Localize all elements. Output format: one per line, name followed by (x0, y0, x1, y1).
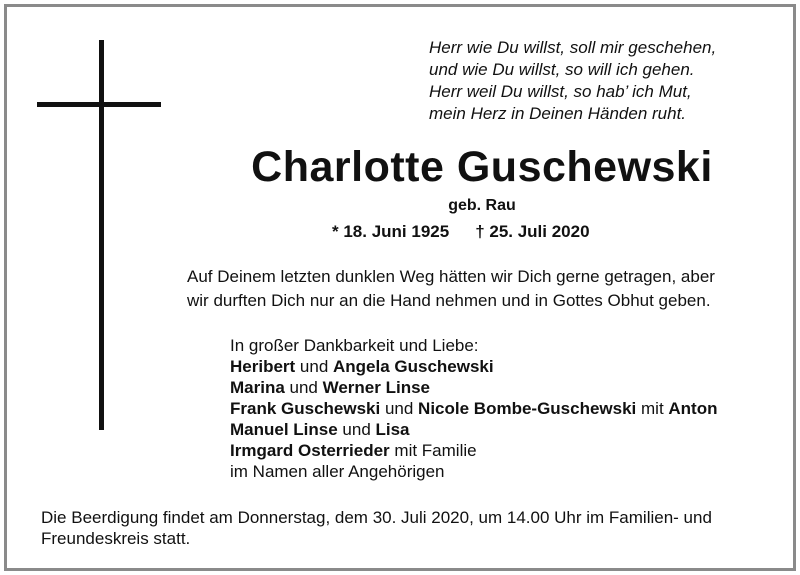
family-name: Irmgard Osterrieder (230, 441, 390, 460)
funeral-line: Freundeskreis statt. (41, 529, 191, 548)
family-name: Marina (230, 378, 285, 397)
family-name: Manuel Linse (230, 420, 338, 439)
quote-block (187, 265, 797, 313)
verse-line: Herr weil Du willst, so hab’ ich Mut, (429, 82, 692, 101)
cross-icon-bar (37, 102, 161, 107)
family-connector: und (284, 378, 323, 397)
family-line (230, 356, 790, 377)
quote-line: wir durften Dich nur an die Hand nehmen und in Gottes Obhut geben. (187, 291, 711, 310)
verse-block (429, 37, 779, 125)
family-name: Angela Guschewski (333, 357, 494, 376)
family-intro: In großer Dankbarkeit und Liebe: (230, 336, 479, 355)
quote-line: Auf Deinem letzten dunklen Weg hätten wir Dich gerne getragen, aber (187, 267, 715, 286)
family-name: Werner Linse (322, 378, 430, 397)
family-line (230, 440, 790, 461)
family-name: Nicole Bombe-Guschewski (418, 399, 637, 418)
family-connector: mit (636, 399, 669, 418)
funeral-line: Die Beerdigung findet am Donnerstag, dem 30. Juli 2020, um 14.00 Uhr im Familien- und (41, 508, 712, 527)
death-date: † 25. Juli 2020 (475, 222, 590, 241)
funeral-notice (41, 507, 791, 549)
cross-icon (99, 40, 104, 430)
verse-line: mein Herz in Deinen Händen ruht. (429, 104, 687, 123)
family-name: Lisa (375, 420, 410, 439)
birth-date: * 18. Juni 1925 (332, 222, 450, 241)
family-name: Heribert (230, 357, 296, 376)
obituary-frame (4, 4, 796, 571)
family-connector: mit Familie (389, 441, 477, 460)
family-connector: und (380, 399, 419, 418)
verse-line: Herr wie Du willst, soll mir geschehen, (429, 38, 717, 57)
family-closing: im Namen aller Angehörigen (230, 462, 445, 481)
family-line (230, 377, 790, 398)
family-block (230, 335, 790, 482)
verse-line: und wie Du willst, so will ich gehen. (429, 60, 695, 79)
family-line (230, 398, 790, 419)
family-name: Frank Guschewski (230, 399, 381, 418)
family-connector: und (295, 357, 333, 376)
life-dates (332, 222, 632, 242)
maiden-name: geb. Rau (448, 197, 516, 214)
family-connector: und (337, 420, 376, 439)
family-line (230, 419, 790, 440)
family-name: Anton (668, 399, 718, 418)
deceased-name: Charlotte Guschewski (251, 143, 713, 191)
